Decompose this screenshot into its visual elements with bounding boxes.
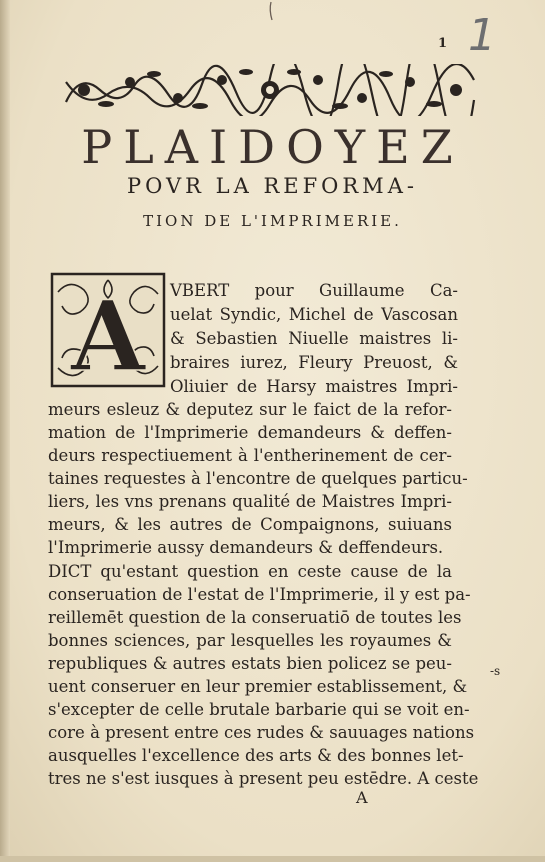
- text-line: uent conseruer en leur premier establissement, &: [48, 677, 468, 696]
- subtitle-line-2: TION DE L'IMPRIMERIE.: [143, 212, 402, 230]
- drop-cap-letter: A: [70, 280, 146, 388]
- headpiece-ornament: [60, 64, 480, 116]
- text-line: conseruation de l'estat de l'Imprimerie, il y est pa-: [48, 585, 471, 604]
- ink-mark: [268, 0, 274, 22]
- text-line: DICT qu'estant question en ceste cause de la: [48, 562, 452, 581]
- text-line: VBERT pour Guillaume Ca-: [170, 281, 458, 300]
- subtitle-line-1: POVR LA REFORMA-: [127, 174, 418, 198]
- text-line: meurs esleuz & deputez sur le faict de la refor-: [48, 400, 452, 419]
- decorated-drop-cap: [50, 272, 166, 388]
- page-title: PLAIDOYEZ: [81, 120, 464, 174]
- page-bottom-edge: [0, 856, 545, 862]
- pencil-page-number: 1: [468, 10, 496, 61]
- text-line: uelat Syndic, Michel de Vascosan: [170, 305, 458, 324]
- text-line: meurs, & les autres de Compaignons, suiuans: [48, 515, 452, 534]
- text-line: republiques & autres estats bien policez se peu-: [48, 654, 452, 673]
- text-line: Oliuier de Harsy maistres Impri-: [170, 377, 458, 396]
- signature-mark: A: [356, 788, 368, 807]
- text-line: liers, les vns prenans qualité de Maistres Impri-: [48, 492, 452, 511]
- margin-mark: -s: [490, 664, 501, 678]
- text-line: l'Imprimerie aussy demandeurs & deffendeurs.: [48, 538, 444, 557]
- text-line: bonnes sciences, par lesquelles les royaumes &: [48, 631, 452, 650]
- text-line: taines requestes à l'encontre de quelques particu-: [48, 469, 468, 488]
- text-line: reillemēt question de la conseruatiō de toutes les: [48, 608, 462, 627]
- text-line: core à present entre ces rudes & sauuages nations: [48, 723, 475, 742]
- text-line: mation de l'Imprimerie demandeurs & deffen-: [48, 423, 452, 442]
- text-line: braires iurez, Fleury Preuost, &: [170, 353, 458, 372]
- text-line: & Sebastien Niuelle maistres li-: [170, 329, 458, 348]
- text-line: ausquelles l'excellence des arts & des bonnes let-: [48, 746, 464, 765]
- text-line: deurs respectiuement à l'entherinement de cer-: [48, 446, 452, 465]
- folio-number: 1: [438, 36, 448, 51]
- text-line: s'excepter de celle brutale barbarie qui se voit en-: [48, 700, 470, 719]
- text-line: tres ne s'est iusques à present peu estēdre. A ceste: [48, 769, 479, 788]
